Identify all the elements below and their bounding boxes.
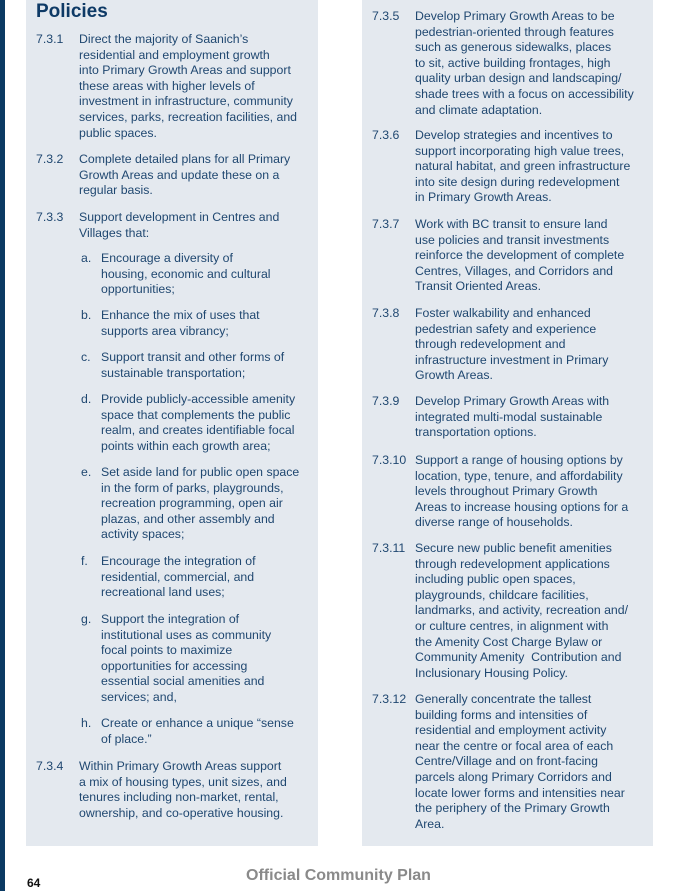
section-title: Policies [36,1,108,22]
policy-number: 7.3.9 [372,394,400,408]
document-title: Official Community Plan [246,867,431,884]
policy-number: b. [81,308,92,322]
policy-number: 7.3.2 [36,152,64,166]
policy-text: Secure new public benefit amenities through redevelopment applications including public open spaces, playgrounds, childcare facilities, landmarks, and activity, recreation and/ or culture centres, in alignment with the Amenity Cost Charge Bylaw or Community Amenity Contribution and Inclusionary Housing Policy. [415,541,629,680]
policy-number: 7.3.7 [372,217,400,231]
policy-text: Create or enhance a unique “sense of place.” [101,716,294,746]
edge-bar [0,0,5,891]
policy-number: 7.3.10 [372,453,407,467]
policy-text: Foster walkability and enhanced pedestrian safety and experience through redevelopment and infrastructure investment in Primary Growth Areas. [415,306,609,383]
policy-text: Develop strategies and incentives to support incorporating high value trees, natural habitat, and green infrastructure into site design during redevelopment in Primary Growth Areas. [415,128,631,205]
policy-text: Provide publicly-accessible amenity space that complements the public realm, and creates identifiable focal points within each growth area; [101,392,296,453]
policy-text: Develop Primary Growth Areas with integrated multi-modal sustainable transportation options. [415,394,610,440]
policy-number: f. [81,554,88,568]
policy-number: h. [81,716,92,730]
policy-text: Complete detailed plans for all Primary Growth Areas and update these on a regular basis. [79,152,291,198]
policy-text: Work with BC transit to ensure land use policies and transit investments reinforce the development of complete Centres, Villages, and Corridors and Transit Oriented Areas. [415,217,625,294]
page-number: 64 [27,876,41,890]
policy-number: a. [81,251,92,265]
policy-text: Support the integration of institutional uses as community focal points to maximize opportunities for accessing essential social amenities and services; and, [101,612,272,704]
policy-text: Within Primary Growth Areas support a mix of housing types, unit sizes, and tenures including non-market, rental, ownership, and co-operative housing. [79,759,287,820]
policy-number: 7.3.12 [372,692,407,706]
policy-number: 7.3.6 [372,128,400,142]
policy-number: c. [81,350,91,364]
policy-number: 7.3.1 [36,32,64,46]
policy-text: Generally concentrate the tallest building forms and intensities of residential and employment activity near the centre or focal area of each Centre/Village and on front-facing parcels along Primary Corridors and locate lower forms and intensities near the periphery of the Primary Growth Area. [415,692,625,831]
policy-number: d. [81,392,92,406]
policy-number: 7.3.5 [372,9,400,23]
policy-text: Enhance the mix of uses that supports area vibrancy; [101,308,260,338]
policy-text: Support a range of housing options by location, type, tenure, and affordability levels throughout Primary Growth Areas to increase housing options for a diverse range of households. [415,453,629,530]
policy-text: Support transit and other forms of sustainable transportation; [101,350,285,380]
policy-text: Encourage the integration of residential, commercial, and recreational land uses; [101,554,256,600]
policy-number: 7.3.4 [36,759,64,773]
policy-text: Encourage a diversity of housing, economic and cultural opportunities; [101,251,271,297]
policy-text: Develop Primary Growth Areas to be pedestrian-oriented through features such as generous sidewalks, places to sit, active building frontages, high quality urban design and landscaping/ shade trees with a focus on accessibility and climate adaptation. [415,9,634,117]
policy-number: e. [81,465,92,479]
policy-text: Direct the majority of Saanich’s residential and employment growth into Primary Growth Areas and support these areas with higher levels of investment in infrastructure, community services, parks, recreation facilities, and public spaces. [79,32,298,140]
policy-number: g. [81,612,92,626]
policy-text: Support development in Centres and Villages that: [79,210,280,240]
policy-text: Set aside land for public open space in the form of parks, playgrounds, recreation programming, open air plazas, and other assembly and activity spaces; [101,465,300,542]
policy-number: 7.3.8 [372,306,400,320]
policy-number: 7.3.3 [36,210,64,224]
policy-number: 7.3.11 [372,541,406,555]
